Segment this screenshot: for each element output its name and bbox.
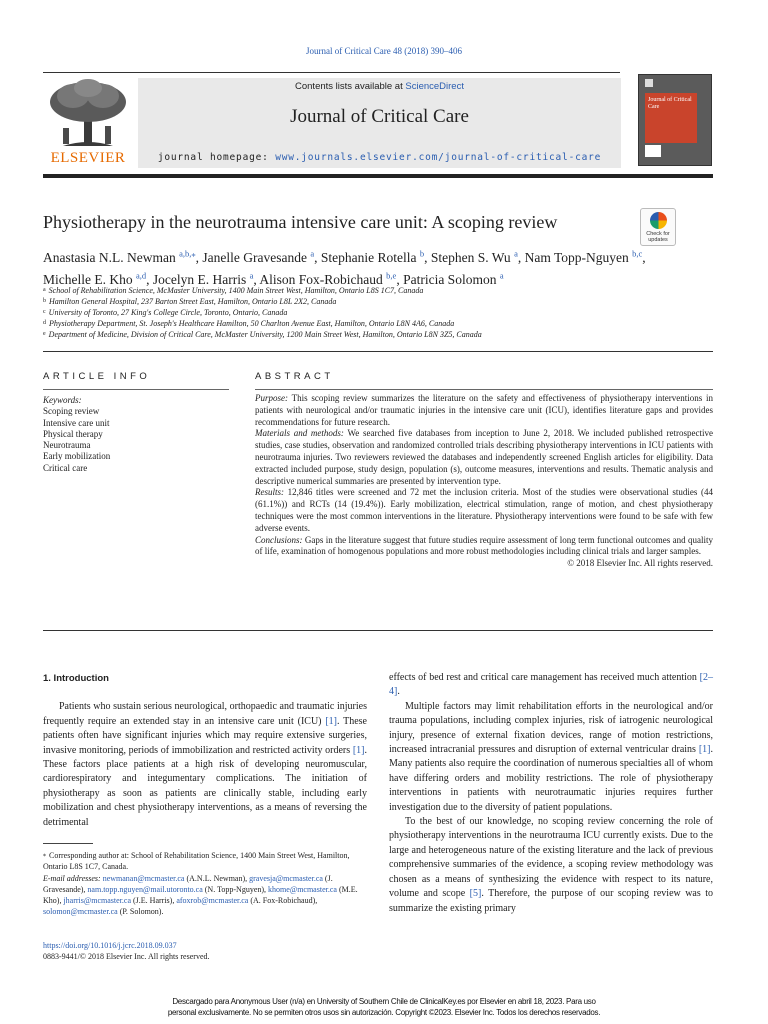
author: Michelle E. Kho $^{a,d}$, <box>43 270 153 287</box>
homepage-prefix: journal homepage: <box>157 152 276 163</box>
affiliation-item: $^c$ University of Toronto, 27 King's College Circle, Toronto, Ontario, Canada <box>43 308 288 317</box>
intro-paragraph-1: Patients who sustain serious neurological, orthopaedic and traumatic injuries frequently require an extended stay in an intensive care unit (ICU) [1]. These patients often have significant injuries which may require extensive surgeries, invasive monitoring, periods of immobilization and restricted activity orders [1]. These factors place patients at a high risk of developing neuromuscular, cardiorespiratory and integumentary complications. The initiation of physiotherapy as soon as patients are clinically stable, including early mobilization and chest physiotherapy interventions, as a means of reversing the detrimental <box>43 701 367 828</box>
reference-link[interactable]: [1] <box>325 715 337 727</box>
cover-logo-icon <box>645 79 653 87</box>
abstract-methods: Materials and methods: We searched five databases from inception to June 2, 2018. We included published retrospective studies, case studies, observation and randomized controlled trials describing physiotherapy interventions in ICU patients with neurotrauma injuries. Two reviewers reviewed the databases and independently screened English articles for eligibility. Data extracted included purpose, study design, population (s), outcome measures, interventions and results. Thematic analysis and descriptive numerical summaries are presented by intervention type. <box>255 428 713 486</box>
abstract-purpose: Purpose: This scoping review summarizes the literature on the safety and effectiveness of physiotherapy interventions in patients with neurological and/or traumatic injuries in the intensive care unit (ICU), identifies literature gaps and provides recommendations for future research. <box>255 393 713 427</box>
article-info-rule <box>43 389 229 390</box>
homepage-link[interactable]: www.journals.elsevier.com/journal-of-critical-care <box>275 152 602 163</box>
reference-link[interactable]: [1] <box>352 744 365 756</box>
sciencedirect-link[interactable]: ScienceDirect <box>405 81 464 92</box>
affiliation-item: $^e$ Department of Medicine, Division of Critical Care, McMaster University, 1200 Main Street West, Hamilton, Ontario L8N 3Z5, Canada <box>43 330 482 339</box>
keyword: Physical therapy <box>43 428 103 439</box>
author: Jocelyn E. Harris $^a$, <box>152 270 260 287</box>
issn-line: 0883-9441/© 2018 Elsevier Inc. All rights reserved. <box>43 952 210 961</box>
author-affiliation-sup[interactable]: a,b,⁎ <box>179 248 196 258</box>
author: Stephen S. Wu $^a$, <box>430 248 525 265</box>
affiliation-item: $^a$ School of Rehabilitation Science, McMaster University, 1400 Main Street West, Hamilton, Ontario L8S 1C7, Canada <box>43 286 424 295</box>
download-notice <box>0 997 768 1018</box>
keyword: Critical care <box>43 462 88 473</box>
email-link[interactable]: khome@mcmaster.ca <box>268 884 337 894</box>
corresponding-author: ⁎ Corresponding author at: School of Rehabilitation Science, 1400 Main Street West, Hamilton, Ontario L8S 1C7, Canada. <box>43 851 350 872</box>
affiliations <box>43 285 713 340</box>
affiliation-item: $^d$ Physiotherapy Department, St. Joseph's Healthcare Hamilton, 50 Charlton Avenue East, Hamilton, Ontario L8N 4A6, Canada <box>43 319 455 328</box>
author-affiliation-sup[interactable]: a <box>249 270 254 281</box>
author: Anastasia N.L. Newman $^{a,b,⁎}$, <box>43 248 203 265</box>
section-divider <box>43 351 713 352</box>
footnote-rule <box>43 843 93 844</box>
contents-prefix: Contents lists available at <box>295 81 406 92</box>
author: Patricia Solomon $^a$ <box>403 270 504 287</box>
journal-header-band <box>138 78 621 168</box>
publisher-name: ELSEVIER <box>50 150 126 166</box>
download-notice-line-2: personal exclusivamente. No se permiten otros usos sin autorización. Copyright ©2023. Elsevier Inc. Todos los derechos reservados. <box>167 1007 601 1017</box>
author: Nam Topp-Nguyen $^{b,c}$, <box>524 248 646 265</box>
author-affiliation-sup[interactable]: b,c <box>632 248 643 258</box>
keyword: Scoping review <box>43 406 100 417</box>
email-addresses: E-mail addresses: newmanan@mcmaster.ca (A.N.L. Newman), gravesja@mcmaster.ca (J. Gravesande), nam.topp.nguyen@mail.utoronto.ca (N. Topp-Nguyen), khome@mcmaster.ca (M.E. Kho), jharris@mcmaster.ca (J.E. Harris), afoxrob@mcmaster.ca (A. Fox-Robichaud), solomon@mcmaster.ca (P. Solomon). <box>43 873 358 917</box>
email-link[interactable]: solomon@mcmaster.ca <box>43 907 118 917</box>
email-link[interactable]: newmanan@mcmaster.ca <box>102 873 185 883</box>
author-affiliation-sup[interactable]: a <box>499 270 504 281</box>
author-list <box>43 244 723 289</box>
author: Janelle Gravesande $^a$, <box>202 248 321 265</box>
article-info-heading: ARTICLE INFO <box>43 371 151 382</box>
author-affiliation-sup[interactable]: a <box>310 248 315 258</box>
cover-badge-icon <box>645 145 661 157</box>
intro-paragraph-1-cont: effects of bed rest and critical care management has received much attention [2–4]. <box>389 672 713 698</box>
body-right-column <box>389 671 713 916</box>
author: Stephanie Rotella $^b$, <box>320 248 431 265</box>
doi-link[interactable]: https://doi.org/10.1016/j.jcrc.2018.09.037 <box>43 941 177 950</box>
download-notice-line-1: Descargado para Anonymous User (n/a) en University of Southern Chile de ClinicalKey.es por Elsevier en abril 18, 2023. Para uso <box>172 997 596 1006</box>
email-link[interactable]: afoxrob@mcmaster.ca <box>176 896 249 906</box>
email-link[interactable]: jharris@mcmaster.ca <box>63 896 132 906</box>
doi-block <box>43 940 210 962</box>
cover-title-block <box>645 93 697 143</box>
contents-line <box>138 81 621 92</box>
journal-title: Journal of Critical Care <box>290 106 469 127</box>
email-link[interactable]: gravesja@mcmaster.ca <box>249 873 323 883</box>
abstract-bottom-rule <box>43 630 713 631</box>
intro-paragraph-2: Multiple factors may limit rehabilitation efforts in the neurological and/or trauma populations, including complex injuries, risk of iatrogenic neurological injury, presence of external fixation devices, range of motion restrictions, increased intracranial pressures and disruption of external ventricular drains [1]. Many patients also require the coordination of numerous specialties all of whom have differing orders and mobility restrictions. The role of physiotherapy interventions in patients with neurotraumatic injuries requires further investigation due to the diversity of patient populations. <box>389 700 713 813</box>
reference-link[interactable]: [5] <box>469 888 482 900</box>
author-affiliation-sup[interactable]: b <box>419 248 425 258</box>
author: Alison Fox-Robichaud $^{b,e}$, <box>259 270 404 287</box>
intro-paragraph-3: To the best of our knowledge, no scoping review concerning the role of physiotherapy interventions in the neurotrauma ICU currently exists. Due to the large and heterogeneous nature of the existing literature and the lack of previous comprehensive summaries of the evidence, a scoping review methodology was chosen as a means of synthesizing the evidence with respect to its nature, volume and scope [5]. Therefore, the purpose of our scoping review was to summarize the existing primary <box>389 816 714 914</box>
keyword: Intensive care unit <box>43 417 110 428</box>
keywords-block <box>43 395 229 474</box>
reference-link[interactable]: [1] <box>698 744 711 756</box>
abstract-heading: ABSTRACT <box>255 371 334 382</box>
abstract-results: Results: 12,846 titles were screened and 72 met the inclusion criteria. Most of the studies were observational studies (44 (61.1%)) and RCTs (14 (19.4%)). Early mobilization, electrical stimulation, range of motion, and chest physiotherapy techniques were the most common interventions in the literature. Physiotherapy interventions were found to be safe with few adverse events. <box>255 487 713 533</box>
header-top-rule <box>43 72 620 73</box>
check-for-updates-button[interactable] <box>640 208 676 246</box>
article-title: Physiotherapy in the neurotrauma intensive care unit: A scoping review <box>43 212 558 232</box>
elsevier-logo <box>43 78 133 168</box>
keyword: Neurotrauma <box>43 440 91 451</box>
author-affiliation-sup[interactable]: a,d <box>135 270 147 281</box>
check-updates-label: Check for updates <box>646 231 670 243</box>
author-affiliation-sup[interactable]: b,e <box>386 270 397 281</box>
elsevier-tree-icon <box>43 78 133 150</box>
corresponding-author-footnote <box>43 850 367 918</box>
introduction-heading: 1. Introduction <box>43 673 109 684</box>
reference-link[interactable]: [2–4] <box>389 672 713 698</box>
check-updates-icon <box>650 212 667 229</box>
abstract-rule <box>255 389 713 390</box>
email-link[interactable]: nam.topp.nguyen@mail.utoronto.ca <box>87 884 203 894</box>
abstract-conclusions: Conclusions: Gaps in the literature suggest that future studies require assessment of long term functional outcomes and quality of life, examination of homogenous populations and more robust methodologies including clinical trials and larger samples. <box>255 534 713 557</box>
journal-reference[interactable]: Journal of Critical Care 48 (2018) 390–406 <box>306 46 462 56</box>
author-affiliation-sup[interactable]: a <box>514 248 518 258</box>
abstract-copyright: © 2018 Elsevier Inc. All rights reserved. <box>567 558 713 569</box>
keyword: Early mobilization <box>43 451 111 462</box>
body-left-column <box>43 672 367 830</box>
journal-cover-image <box>638 74 712 166</box>
affiliation-item: $^b$ Hamilton General Hospital, 237 Barton Street East, Hamilton, Ontario L8L 2X2, Canada <box>43 297 337 306</box>
abstract-body <box>255 393 713 570</box>
header-thick-rule <box>43 174 713 178</box>
cover-title: Journal of Critical Care <box>648 97 692 110</box>
keywords-label: Keywords: <box>43 395 82 405</box>
journal-homepage <box>138 152 621 163</box>
